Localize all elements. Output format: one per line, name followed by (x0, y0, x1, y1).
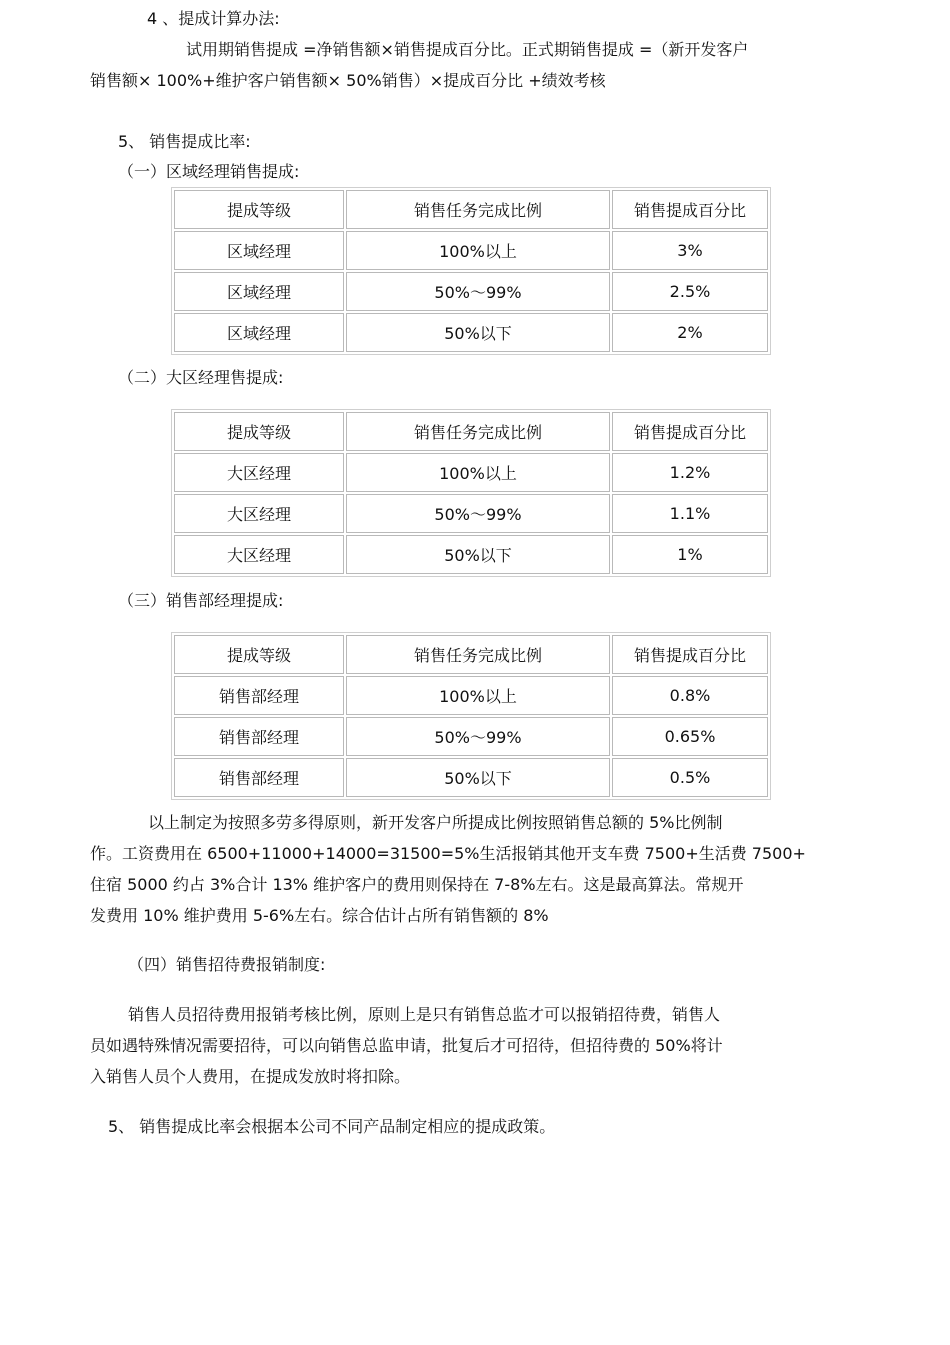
principle-line-2: 作。工资费用在 6500+11000+14000=31500=5%生活报销其他开支车费 7500+生活费 7500+ (90, 844, 806, 863)
table-row (174, 676, 768, 715)
percentage-cell: 0.8% (612, 676, 768, 715)
principle-line-4: 发费用 10% 维护费用 5-6%左右。综合估计占所有销售额的 8% (90, 906, 549, 925)
entertainment-line-3: 入销售人员个人费用，在提成发放时将扣除。 (90, 1067, 411, 1086)
completion-cell: 100%以上 (346, 453, 610, 492)
level-cell: 大区经理 (174, 535, 344, 574)
level-cell: 销售部经理 (174, 676, 344, 715)
table-row (174, 272, 768, 311)
header-cell: 销售提成百分比 (612, 190, 768, 229)
percentage-cell: 1.2% (612, 453, 768, 492)
level-cell: 大区经理 (174, 494, 344, 533)
department-title: （三）销售部经理提成: (118, 591, 284, 610)
table-row (174, 758, 768, 797)
table-row (174, 717, 768, 756)
percentage-cell: 1.1% (612, 494, 768, 533)
entertainment-line-1: 销售人员招待费用报销考核比例，原则上是只有销售总监才可以报销招待费，销售人 (128, 1005, 721, 1024)
completion-cell: 50%以下 (346, 313, 610, 352)
percentage-cell: 2.5% (612, 272, 768, 311)
table-row (174, 535, 768, 574)
district-commission-table (171, 409, 771, 577)
department-commission-table (171, 632, 771, 800)
completion-cell: 50%～99% (346, 717, 610, 756)
completion-cell: 50%以下 (346, 758, 610, 797)
completion-cell: 100%以上 (346, 231, 610, 270)
percentage-cell: 1% (612, 535, 768, 574)
header-cell: 销售任务完成比例 (346, 635, 610, 674)
percentage-cell: 3% (612, 231, 768, 270)
formula-line-1: 试用期销售提成 =净销售额×销售提成百分比。正式期销售提成 =（新开发客户 (186, 40, 749, 59)
table-header-row (174, 190, 768, 229)
regional-commission-table (171, 187, 771, 355)
header-cell: 提成等级 (174, 190, 344, 229)
header-cell: 销售任务完成比例 (346, 190, 610, 229)
level-cell: 区域经理 (174, 231, 344, 270)
district-title: （二）大区经理售提成: (118, 368, 284, 387)
header-cell: 提成等级 (174, 635, 344, 674)
principle-line-3: 住宿 5000 约占 3%合计 13% 维护客户的费用则保持在 7-8%左右。这是最高算法。常规开 (90, 875, 744, 894)
level-cell: 销售部经理 (174, 758, 344, 797)
level-cell: 大区经理 (174, 453, 344, 492)
table-row (174, 453, 768, 492)
completion-cell: 50%～99% (346, 272, 610, 311)
header-cell: 销售提成百分比 (612, 412, 768, 451)
level-cell: 区域经理 (174, 272, 344, 311)
completion-cell: 50%以下 (346, 535, 610, 574)
table-header-row (174, 635, 768, 674)
policy-note: 5、 销售提成比率会根据本公司不同产品制定相应的提成政策。 (108, 1117, 556, 1136)
header-cell: 销售任务完成比例 (346, 412, 610, 451)
completion-cell: 100%以上 (346, 676, 610, 715)
entertainment-title: （四）销售招待费报销制度: (128, 955, 326, 974)
header-cell: 提成等级 (174, 412, 344, 451)
table-header-row (174, 412, 768, 451)
table-row (174, 313, 768, 352)
percentage-cell: 0.65% (612, 717, 768, 756)
table-row (174, 494, 768, 533)
formula-line-2: 销售额× 100%+维护客户销售额× 50%销售）×提成百分比 +绩效考核 (90, 71, 606, 90)
level-cell: 销售部经理 (174, 717, 344, 756)
level-cell: 区域经理 (174, 313, 344, 352)
regional-title: （一）区域经理销售提成: (118, 162, 300, 181)
completion-cell: 50%～99% (346, 494, 610, 533)
table-row (174, 231, 768, 270)
rates-heading: 5、 销售提成比率: (118, 132, 251, 151)
percentage-cell: 0.5% (612, 758, 768, 797)
principle-line-1: 以上制定为按照多劳多得原则，新开发客户所提成比例按照销售总额的 5%比例制 (148, 813, 723, 832)
header-cell: 销售提成百分比 (612, 635, 768, 674)
percentage-cell: 2% (612, 313, 768, 352)
entertainment-line-2: 员如遇特殊情况需要招待，可以向销售总监申请，批复后才可招待，但招待费的 50%将计 (90, 1036, 723, 1055)
method-heading: 4 、提成计算办法: (147, 9, 280, 28)
